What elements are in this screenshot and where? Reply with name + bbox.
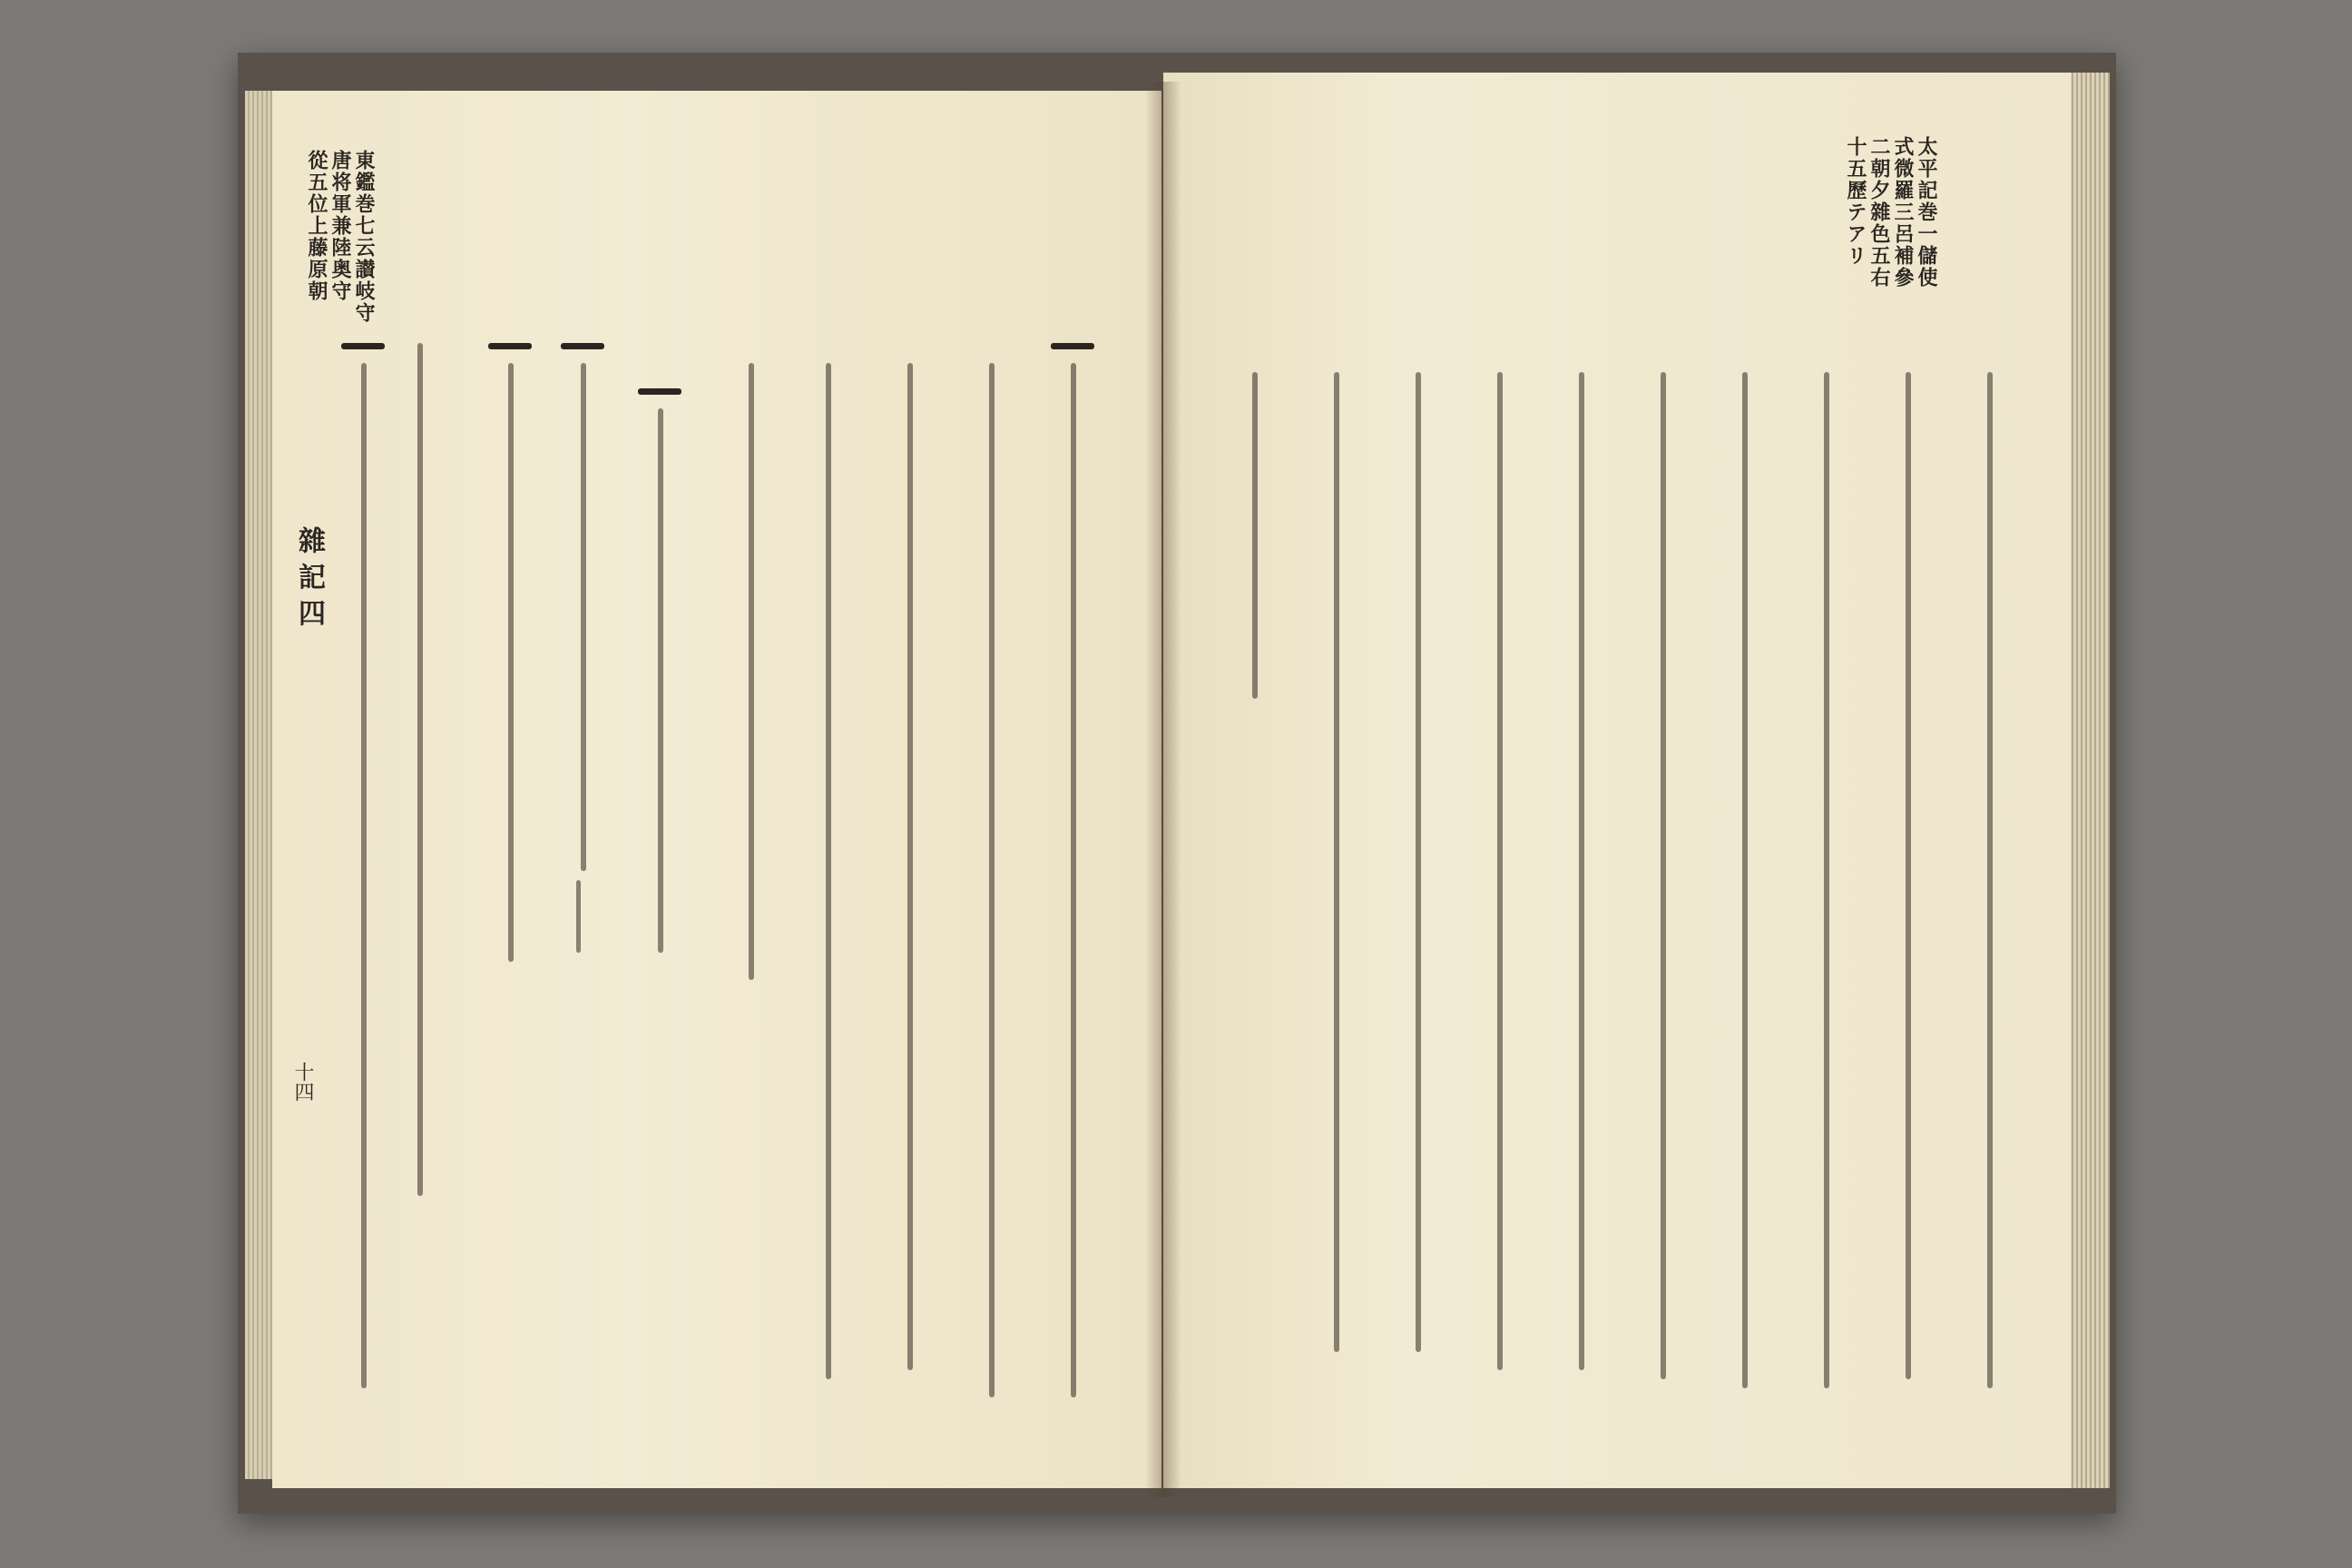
text-column — [826, 363, 831, 1379]
text-column — [1824, 372, 1829, 1388]
page-edges-left — [245, 91, 272, 1479]
left-page — [272, 91, 1161, 1488]
text-column — [417, 343, 423, 1196]
page-edges-right — [2069, 73, 2110, 1488]
left-headnote: 東鑑巻七云讃岐守 唐将軍兼陸奥守 從五位上藤原朝 — [305, 150, 376, 324]
text-column — [1579, 372, 1584, 1370]
item-mark — [341, 343, 385, 349]
text-column — [1334, 372, 1339, 1352]
text-column — [1742, 372, 1748, 1388]
text-column — [1252, 372, 1258, 699]
text-column — [1987, 372, 1993, 1388]
text-column — [1497, 372, 1503, 1370]
right-headnote: 太平記巻一儲使 式微羅三呂補參 二朝夕雜色五右 十五歷テアリ — [1844, 136, 1938, 289]
text-column — [989, 363, 995, 1397]
item-mark — [1051, 343, 1094, 349]
item-mark — [488, 343, 532, 349]
text-column — [1416, 372, 1421, 1352]
text-column — [658, 408, 663, 953]
book-gutter — [1145, 82, 1181, 1497]
text-column — [576, 880, 581, 953]
text-column — [907, 363, 913, 1370]
item-mark — [638, 388, 681, 395]
text-column — [1661, 372, 1666, 1379]
item-mark — [561, 343, 604, 349]
text-column — [1906, 372, 1911, 1379]
text-column — [508, 363, 514, 962]
left-page-number: 十四 — [291, 1062, 314, 1102]
text-column — [1071, 363, 1076, 1397]
text-column — [581, 363, 586, 871]
left-page-label: 雜記四 — [293, 526, 325, 635]
text-column — [361, 363, 367, 1388]
text-column — [749, 363, 754, 980]
